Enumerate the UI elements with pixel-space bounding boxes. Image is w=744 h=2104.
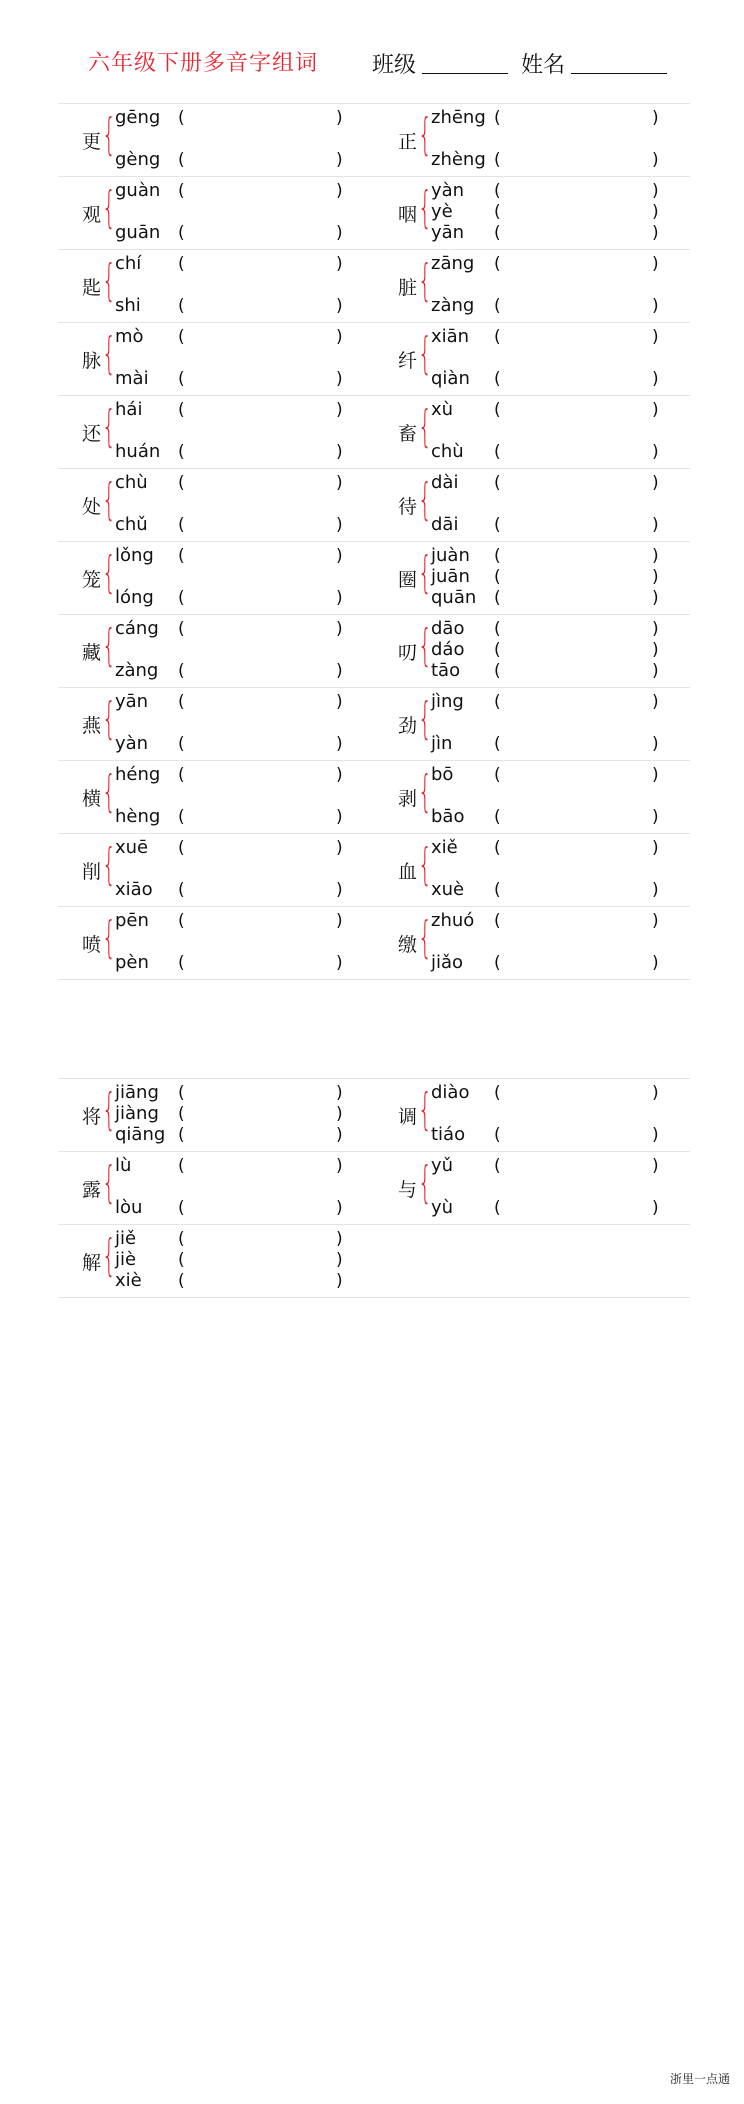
answer-close-paren[interactable]: )	[336, 692, 343, 712]
polyphone-entry	[374, 1151, 690, 1223]
brace-icon: {	[418, 839, 432, 890]
pinyin-reading: diào	[431, 1082, 470, 1103]
pinyin-reading: yàn	[431, 180, 465, 201]
polyphone-char: 解	[82, 1252, 102, 1274]
answer-open-paren[interactable]: (	[178, 108, 185, 128]
pinyin-reading: pèn	[115, 952, 149, 973]
answer-close-paren[interactable]: )	[652, 181, 659, 201]
answer-open-paren[interactable]: (	[178, 442, 185, 462]
polyphone-char: 缴	[398, 934, 418, 956]
pinyin-reading: chù	[431, 441, 464, 462]
pinyin-reading: huán	[115, 441, 161, 462]
brace-icon: {	[102, 328, 116, 379]
answer-close-paren[interactable]: )	[336, 327, 343, 347]
answer-open-paren[interactable]: (	[178, 1156, 185, 1176]
answer-close-paren[interactable]: )	[652, 880, 659, 900]
polyphone-entry	[374, 322, 690, 394]
answer-open-paren[interactable]: (	[494, 473, 501, 493]
polyphone-entry	[374, 906, 690, 978]
answer-open-paren[interactable]: (	[178, 1250, 185, 1270]
pinyin-reading: jiè	[115, 1249, 137, 1270]
answer-close-paren[interactable]: )	[336, 1104, 343, 1124]
answer-open-paren[interactable]: (	[494, 588, 501, 608]
pinyin-reading: yān	[115, 691, 149, 712]
answer-close-paren[interactable]: )	[336, 1229, 343, 1249]
answer-close-paren[interactable]: )	[652, 327, 659, 347]
pinyin-reading: xuè	[431, 879, 465, 900]
answer-close-paren[interactable]: )	[336, 108, 343, 128]
polyphone-entry	[58, 906, 374, 978]
name-blank[interactable]	[571, 53, 667, 74]
pinyin-reading: juàn	[431, 545, 470, 566]
answer-open-paren[interactable]: (	[178, 880, 185, 900]
pinyin-reading: xù	[431, 399, 454, 420]
polyphone-entry	[58, 760, 374, 832]
answer-open-paren[interactable]: (	[494, 546, 501, 566]
answer-open-paren[interactable]: (	[494, 1198, 501, 1218]
pinyin-reading: qiàn	[431, 368, 470, 389]
pinyin-reading: yè	[431, 201, 453, 222]
answer-close-paren[interactable]: )	[652, 150, 659, 170]
polyphone-char: 脏	[398, 277, 418, 299]
answer-close-paren[interactable]: )	[336, 181, 343, 201]
pinyin-reading: yù	[431, 1197, 454, 1218]
pinyin-reading: dāo	[431, 618, 465, 639]
answer-open-paren[interactable]: (	[178, 473, 185, 493]
answer-close-paren[interactable]: )	[652, 588, 659, 608]
answer-close-paren[interactable]: )	[336, 1125, 343, 1145]
row-divider	[58, 1297, 690, 1298]
answer-close-paren[interactable]: )	[652, 108, 659, 128]
polyphone-entry	[58, 687, 374, 759]
answer-close-paren[interactable]: )	[652, 515, 659, 535]
brace-icon: {	[418, 328, 432, 379]
answer-close-paren[interactable]: )	[336, 880, 343, 900]
polyphone-char: 劲	[398, 715, 418, 737]
answer-open-paren[interactable]: (	[178, 369, 185, 389]
answer-close-paren[interactable]: )	[336, 1083, 343, 1103]
answer-open-paren[interactable]: (	[178, 953, 185, 973]
answer-open-paren[interactable]: (	[494, 223, 501, 243]
polyphone-char: 燕	[82, 715, 102, 737]
brace-icon: {	[102, 255, 116, 306]
pinyin-reading: lù	[115, 1155, 132, 1176]
answer-open-paren[interactable]: (	[178, 1083, 185, 1103]
answer-close-paren[interactable]: )	[336, 953, 343, 973]
brace-icon: {	[418, 1084, 432, 1135]
pinyin-reading: jiāng	[115, 1082, 159, 1103]
answer-open-paren[interactable]: (	[178, 619, 185, 639]
pinyin-reading: mò	[115, 326, 144, 347]
answer-close-paren[interactable]: )	[652, 807, 659, 827]
answer-close-paren[interactable]: )	[336, 619, 343, 639]
answer-close-paren[interactable]: )	[336, 400, 343, 420]
polyphone-char: 喷	[82, 934, 102, 956]
answer-open-paren[interactable]: (	[494, 1156, 501, 1176]
answer-close-paren[interactable]: )	[336, 546, 343, 566]
polyphone-entry	[374, 103, 690, 175]
polyphone-entry	[58, 468, 374, 540]
pinyin-reading: hái	[115, 399, 143, 420]
answer-close-paren[interactable]: )	[336, 838, 343, 858]
polyphone-entry	[58, 541, 374, 613]
brace-icon: {	[418, 547, 432, 598]
polyphone-entry	[374, 687, 690, 759]
answer-close-paren[interactable]: )	[336, 1250, 343, 1270]
pinyin-reading: xuē	[115, 837, 149, 858]
answer-close-paren[interactable]: )	[652, 734, 659, 754]
answer-close-paren[interactable]: )	[652, 1198, 659, 1218]
answer-close-paren[interactable]: )	[652, 1083, 659, 1103]
class-label: 班级	[372, 53, 417, 78]
answer-close-paren[interactable]: )	[652, 546, 659, 566]
brace-icon: {	[418, 766, 432, 817]
polyphone-entry	[58, 1151, 374, 1223]
pinyin-reading: jìn	[431, 733, 453, 754]
answer-open-paren[interactable]: (	[178, 400, 185, 420]
pinyin-reading: héng	[115, 764, 161, 785]
answer-open-paren[interactable]: (	[494, 734, 501, 754]
pinyin-reading: chí	[115, 253, 142, 274]
answer-close-paren[interactable]: )	[336, 1271, 343, 1291]
answer-close-paren[interactable]: )	[336, 254, 343, 274]
polyphone-char: 圈	[398, 569, 418, 591]
student-info	[372, 48, 673, 79]
brace-icon: {	[418, 620, 432, 671]
polyphone-char: 调	[398, 1106, 418, 1128]
answer-open-paren[interactable]: (	[178, 296, 185, 316]
brace-icon: {	[418, 255, 432, 306]
pinyin-reading: juān	[431, 566, 470, 587]
brace-icon: {	[102, 693, 116, 744]
answer-close-paren[interactable]: )	[652, 254, 659, 274]
answer-close-paren[interactable]: )	[336, 1156, 343, 1176]
answer-close-paren[interactable]: )	[652, 473, 659, 493]
answer-close-paren[interactable]: )	[336, 734, 343, 754]
polyphone-char: 观	[82, 204, 102, 226]
polyphone-char: 待	[398, 496, 418, 518]
row-divider	[58, 979, 690, 980]
pinyin-reading: jiàng	[115, 1103, 159, 1124]
answer-close-paren[interactable]: )	[652, 619, 659, 639]
pinyin-reading: yǔ	[431, 1155, 454, 1176]
polyphone-char: 正	[398, 131, 418, 153]
polyphone-entry	[374, 395, 690, 467]
pinyin-reading: guān	[115, 222, 161, 243]
answer-open-paren[interactable]: (	[494, 661, 501, 681]
polyphone-entry	[58, 103, 374, 175]
answer-close-paren[interactable]: )	[336, 296, 343, 316]
answer-close-paren[interactable]: )	[336, 442, 343, 462]
brace-icon: {	[102, 109, 116, 160]
brace-icon: {	[102, 1084, 116, 1135]
answer-close-paren[interactable]: )	[652, 567, 659, 587]
answer-open-paren[interactable]: (	[178, 327, 185, 347]
polyphone-entry	[58, 395, 374, 467]
pinyin-reading: xiān	[431, 326, 470, 347]
answer-open-paren[interactable]: (	[178, 588, 185, 608]
brace-icon: {	[102, 912, 116, 963]
polyphone-char: 畜	[398, 423, 418, 445]
polyphone-entry	[374, 833, 690, 905]
answer-open-paren[interactable]: (	[178, 546, 185, 566]
brace-icon: {	[418, 693, 432, 744]
pinyin-reading: dáo	[431, 639, 465, 660]
pinyin-reading: gèng	[115, 149, 161, 170]
answer-open-paren[interactable]: (	[494, 181, 501, 201]
brace-icon: {	[418, 182, 432, 233]
answer-close-paren[interactable]: )	[336, 661, 343, 681]
worksheet-title: 六年级下册多音字组词	[88, 51, 319, 76]
polyphone-entry	[58, 833, 374, 905]
name-label: 姓名	[521, 53, 566, 78]
answer-close-paren[interactable]: )	[652, 400, 659, 420]
answer-open-paren[interactable]: (	[494, 953, 501, 973]
pinyin-reading: chǔ	[115, 514, 148, 535]
polyphone-entry	[374, 1078, 690, 1150]
polyphone-entry	[374, 541, 690, 613]
pinyin-reading: lòu	[115, 1197, 143, 1218]
answer-close-paren[interactable]: )	[652, 223, 659, 243]
brace-icon: {	[102, 766, 116, 817]
polyphone-entry	[58, 322, 374, 394]
class-blank[interactable]	[422, 53, 508, 74]
polyphone-char: 血	[398, 861, 418, 883]
answer-open-paren[interactable]: (	[494, 911, 501, 931]
answer-close-paren[interactable]: )	[336, 807, 343, 827]
answer-open-paren[interactable]: (	[494, 1125, 501, 1145]
pinyin-reading: tiáo	[431, 1124, 466, 1145]
answer-close-paren[interactable]: )	[336, 150, 343, 170]
pinyin-reading: lóng	[115, 587, 154, 608]
polyphone-entry	[58, 1078, 374, 1150]
pinyin-reading: zhēng	[431, 107, 486, 128]
pinyin-reading: yàn	[115, 733, 149, 754]
pinyin-reading: jiě	[115, 1228, 137, 1249]
polyphone-char: 更	[82, 131, 102, 153]
pinyin-reading: dāi	[431, 514, 459, 535]
answer-open-paren[interactable]: (	[178, 765, 185, 785]
pinyin-reading: zàng	[115, 660, 159, 681]
answer-close-paren[interactable]: )	[336, 223, 343, 243]
brace-icon: {	[418, 109, 432, 160]
answer-close-paren[interactable]: )	[652, 661, 659, 681]
polyphone-char: 剥	[398, 788, 418, 810]
pinyin-reading: tāo	[431, 660, 461, 681]
answer-close-paren[interactable]: )	[336, 765, 343, 785]
polyphone-entry	[58, 249, 374, 321]
answer-close-paren[interactable]: )	[652, 953, 659, 973]
answer-open-paren[interactable]: (	[494, 567, 501, 587]
answer-open-paren[interactable]: (	[178, 911, 185, 931]
answer-open-paren[interactable]: (	[178, 515, 185, 535]
answer-close-paren[interactable]: )	[336, 588, 343, 608]
pinyin-reading: shi	[115, 295, 141, 316]
footer-credit: 浙里一点通	[669, 2072, 730, 2086]
polyphone-char: 纤	[398, 350, 418, 372]
answer-open-paren[interactable]: (	[178, 223, 185, 243]
answer-open-paren[interactable]: (	[178, 734, 185, 754]
answer-open-paren[interactable]: (	[494, 880, 501, 900]
answer-close-paren[interactable]: )	[652, 1156, 659, 1176]
brace-icon: {	[102, 1230, 116, 1281]
pinyin-reading: gēng	[115, 107, 161, 128]
pinyin-reading: zàng	[431, 295, 475, 316]
answer-open-paren[interactable]: (	[178, 661, 185, 681]
brace-icon: {	[102, 620, 116, 671]
polyphone-entry	[58, 1224, 374, 1296]
brace-icon: {	[418, 912, 432, 963]
pinyin-reading: qiāng	[115, 1124, 166, 1145]
pinyin-reading: mài	[115, 368, 149, 389]
polyphone-char: 笼	[82, 569, 102, 591]
pinyin-reading: xiè	[115, 1270, 142, 1291]
answer-close-paren[interactable]: )	[652, 202, 659, 222]
brace-icon: {	[418, 1157, 432, 1208]
polyphone-entry	[58, 176, 374, 248]
answer-open-paren[interactable]: (	[178, 1271, 185, 1291]
pinyin-reading: dài	[431, 472, 459, 493]
answer-close-paren[interactable]: )	[652, 765, 659, 785]
pinyin-reading: jìng	[431, 691, 464, 712]
pinyin-reading: zhuó	[431, 910, 475, 931]
answer-open-paren[interactable]: (	[494, 254, 501, 274]
answer-close-paren[interactable]: )	[652, 1125, 659, 1145]
pinyin-reading: xiě	[431, 837, 458, 858]
brace-icon: {	[102, 401, 116, 452]
answer-close-paren[interactable]: )	[652, 692, 659, 712]
polyphone-char: 横	[82, 788, 102, 810]
answer-close-paren[interactable]: )	[336, 515, 343, 535]
polyphone-entry	[374, 614, 690, 686]
answer-open-paren[interactable]: (	[494, 807, 501, 827]
polyphone-char: 处	[82, 496, 102, 518]
answer-open-paren[interactable]: (	[494, 1083, 501, 1103]
polyphone-entry	[374, 176, 690, 248]
answer-open-paren[interactable]: (	[178, 150, 185, 170]
answer-close-paren[interactable]: )	[652, 911, 659, 931]
polyphone-char: 与	[398, 1179, 418, 1201]
pinyin-reading: lǒng	[115, 545, 154, 566]
answer-close-paren[interactable]: )	[652, 442, 659, 462]
answer-open-paren[interactable]: (	[494, 150, 501, 170]
answer-open-paren[interactable]: (	[178, 838, 185, 858]
pinyin-reading: hèng	[115, 806, 161, 827]
brace-icon: {	[102, 182, 116, 233]
answer-open-paren[interactable]: (	[494, 442, 501, 462]
answer-close-paren[interactable]: )	[336, 473, 343, 493]
answer-close-paren[interactable]: )	[652, 369, 659, 389]
polyphone-char: 匙	[82, 277, 102, 299]
brace-icon: {	[102, 547, 116, 598]
polyphone-char: 还	[82, 423, 102, 445]
brace-icon: {	[102, 1157, 116, 1208]
polyphone-char: 咽	[398, 204, 418, 226]
pinyin-reading: guàn	[115, 180, 161, 201]
answer-close-paren[interactable]: )	[336, 911, 343, 931]
polyphone-entry	[374, 760, 690, 832]
pinyin-reading: bāo	[431, 806, 465, 827]
answer-open-paren[interactable]: (	[494, 640, 501, 660]
polyphone-char: 将	[82, 1106, 102, 1128]
answer-open-paren[interactable]: (	[494, 202, 501, 222]
pinyin-reading: bō	[431, 764, 454, 785]
polyphone-entry	[374, 468, 690, 540]
brace-icon: {	[418, 401, 432, 452]
answer-open-paren[interactable]: (	[494, 515, 501, 535]
answer-open-paren[interactable]: (	[178, 181, 185, 201]
polyphone-char: 脉	[82, 350, 102, 372]
answer-open-paren[interactable]: (	[494, 327, 501, 347]
pinyin-reading: pēn	[115, 910, 149, 931]
worksheet-header	[0, 0, 744, 100]
answer-close-paren[interactable]: )	[652, 296, 659, 316]
polyphone-entry	[374, 249, 690, 321]
answer-open-paren[interactable]: (	[494, 619, 501, 639]
polyphone-char: 露	[82, 1179, 102, 1201]
pinyin-reading: xiāo	[115, 879, 153, 900]
answer-close-paren[interactable]: )	[652, 640, 659, 660]
answer-open-paren[interactable]: (	[178, 254, 185, 274]
answer-open-paren[interactable]: (	[178, 1229, 185, 1249]
polyphone-char: 削	[82, 861, 102, 883]
polyphone-char: 藏	[82, 642, 102, 664]
answer-open-paren[interactable]: (	[494, 108, 501, 128]
brace-icon: {	[418, 474, 432, 525]
answer-open-paren[interactable]: (	[178, 692, 185, 712]
answer-open-paren[interactable]: (	[494, 765, 501, 785]
answer-open-paren[interactable]: (	[494, 296, 501, 316]
pinyin-reading: quān	[431, 587, 477, 608]
answer-open-paren[interactable]: (	[178, 1104, 185, 1124]
answer-close-paren[interactable]: )	[336, 369, 343, 389]
answer-open-paren[interactable]: (	[494, 838, 501, 858]
answer-open-paren[interactable]: (	[178, 807, 185, 827]
brace-icon: {	[102, 839, 116, 890]
polyphone-entry	[58, 614, 374, 686]
polyphone-char: 叨	[398, 642, 418, 664]
brace-icon: {	[102, 474, 116, 525]
answer-close-paren[interactable]: )	[652, 838, 659, 858]
answer-open-paren[interactable]: (	[494, 692, 501, 712]
answer-open-paren[interactable]: (	[494, 369, 501, 389]
pinyin-reading: cáng	[115, 618, 159, 639]
answer-open-paren[interactable]: (	[178, 1198, 185, 1218]
pinyin-reading: zāng	[431, 253, 475, 274]
pinyin-reading: chù	[115, 472, 148, 493]
pinyin-reading: yān	[431, 222, 465, 243]
pinyin-reading: jiǎo	[431, 952, 464, 973]
pinyin-reading: zhèng	[431, 149, 486, 170]
answer-open-paren[interactable]: (	[178, 1125, 185, 1145]
answer-open-paren[interactable]: (	[494, 400, 501, 420]
answer-close-paren[interactable]: )	[336, 1198, 343, 1218]
